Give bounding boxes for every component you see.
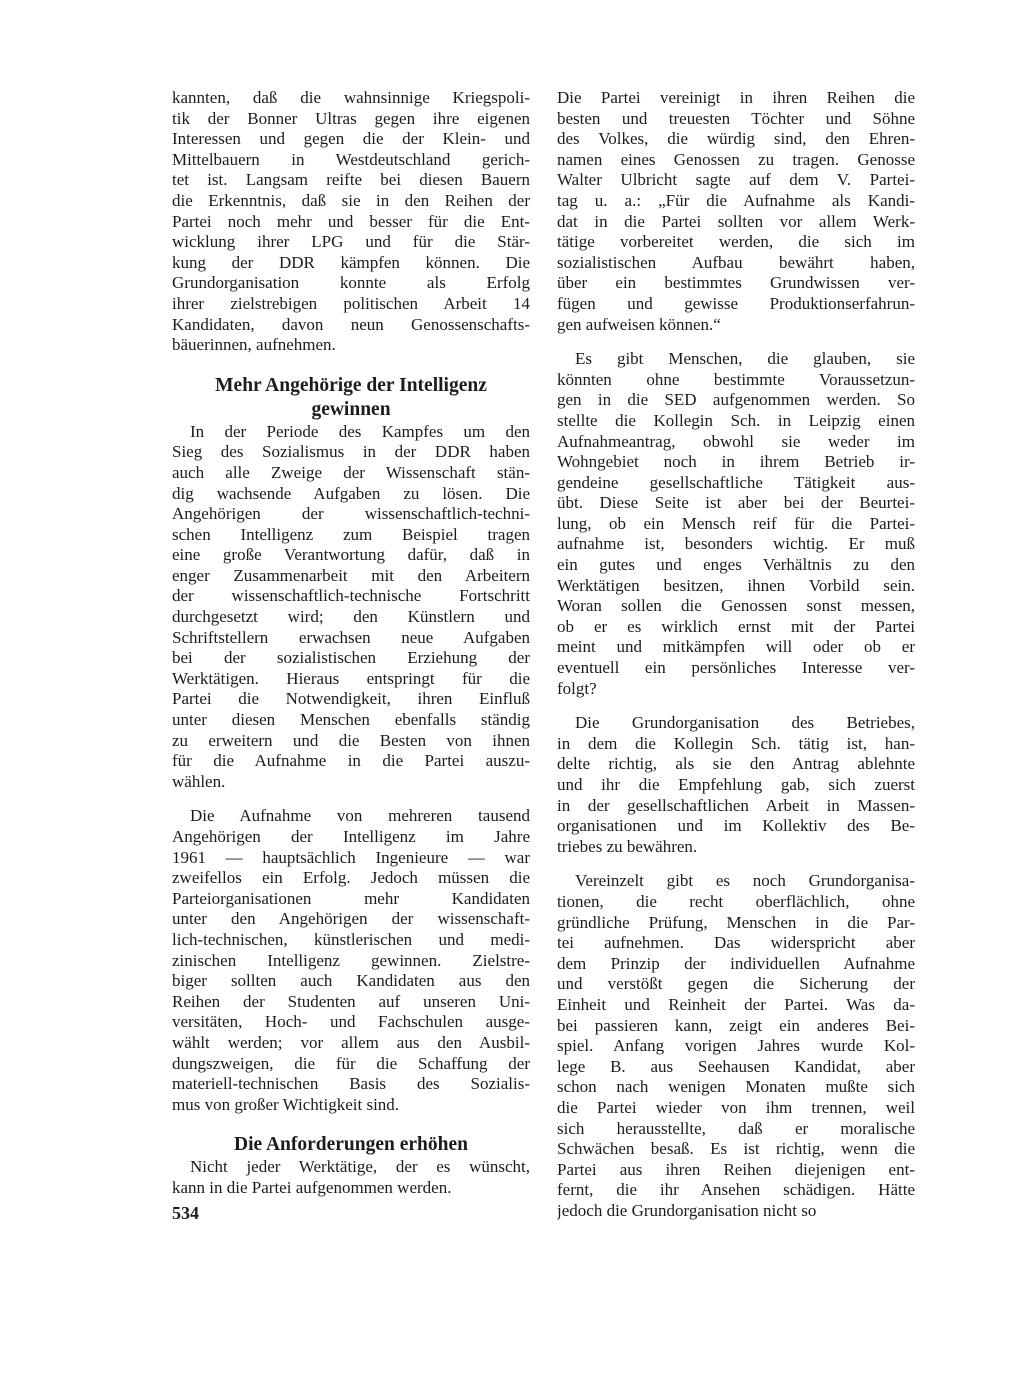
text-line: in dem die Kollegin Sch. tätig ist, han- xyxy=(557,733,915,753)
text-line: Partei aus ihren Reihen diejenigen ent- xyxy=(557,1159,915,1179)
text-line: mus von großer Wichtigkeit sind. xyxy=(172,1094,400,1114)
text-line: Schwächen besaß. Es ist richtig, wenn die xyxy=(557,1139,915,1159)
text-line: dem Prinzip der individuellen Aufnahme xyxy=(557,953,915,973)
text-line: materiell-technischen Basis des Sozialis- xyxy=(172,1074,530,1094)
paragraph xyxy=(172,1157,530,1198)
text-line: dat in die Partei sollten vor allem Werk- xyxy=(557,211,915,231)
section-heading xyxy=(172,374,530,422)
text-line: Wohngebiet noch in ihrem Betrieb ir- xyxy=(557,452,915,472)
text-line: könnten ohne bestimmte Voraussetzun- xyxy=(557,369,915,389)
paragraph xyxy=(172,88,530,356)
text-line: Mittelbauern in Westdeutschland gerich- xyxy=(172,149,530,169)
text-line: wählen. xyxy=(172,771,226,791)
text-line: tet ist. Langsam reifte bei diesen Bauern xyxy=(172,170,530,190)
text-line: zweifellos ein Erfolg. Jedoch müssen die xyxy=(172,868,530,888)
text-line: Angehörigen der Intelligenz im Jahre xyxy=(172,827,530,846)
text-line: jedoch die Grundorganisation nicht so xyxy=(557,1200,817,1220)
text-line: auch alle Zweige der Wissenschaft stän- xyxy=(172,462,530,482)
text-line: besten und treuesten Töchter und Söhne xyxy=(557,108,915,128)
text-line: Interessen und gegen die der Klein- und xyxy=(172,129,530,149)
text-line: und verstößt gegen die Sicherung der xyxy=(557,974,915,994)
text-line: tei aufnehmen. Das widerspricht aber xyxy=(557,933,915,953)
heading-line: Mehr Angehörige der Intelligenz xyxy=(215,374,487,396)
right-column xyxy=(557,88,915,1221)
text-line: kann in die Partei aufgenommen werden. xyxy=(172,1177,452,1197)
text-line: organisationen und im Kollektiv des Be- xyxy=(557,816,915,836)
text-line: ein gutes und enges Verhältnis zu den xyxy=(557,555,915,575)
spacer xyxy=(172,792,530,806)
text-line: triebes zu bewähren. xyxy=(557,836,698,856)
text-line: bei der sozialistischen Erziehung der xyxy=(172,648,530,668)
text-line: folgt? xyxy=(557,678,597,698)
text-line: schon nach wenigen Monaten mußte sich xyxy=(557,1077,915,1097)
paragraph xyxy=(172,806,530,1115)
text-line: des Volkes, die würdig sind, den Ehren- xyxy=(557,129,915,149)
text-line: unter diesen Menschen ebenfalls ständig xyxy=(172,710,530,730)
text-line: lege B. aus Seehausen Kandidat, aber xyxy=(557,1056,915,1076)
text-line: schen Intelligenz zum Beispiel tragen xyxy=(172,524,530,544)
text-line: eine große Verantwortung dafür, daß in xyxy=(172,545,530,565)
text-line: übt. Diese Seite ist aber bei der Beurtei- xyxy=(557,493,915,513)
page-number: 534 xyxy=(172,1203,199,1223)
text-line: Einheit und Reinheit der Partei. Was da- xyxy=(557,994,915,1014)
paragraph xyxy=(557,713,915,857)
spacer xyxy=(172,356,530,374)
text-line: gen in die SED aufgenommen werden. So xyxy=(557,390,915,410)
text-line: kannten, daß die wahnsinnige Kriegspoli- xyxy=(172,88,530,107)
text-line: bäuerinnen, aufnehmen. xyxy=(172,335,336,355)
text-line: gründliche Prüfung, Menschen in die Par- xyxy=(557,912,915,932)
text-line: dig wachsende Aufgaben zu lösen. Die xyxy=(172,483,530,503)
text-line: Vereinzelt gibt es noch Grundorganisa- xyxy=(575,871,915,891)
text-line: Reihen der Studenten auf unseren Uni- xyxy=(172,991,530,1011)
text-line: Woran sollen die Genossen sonst messen, xyxy=(557,596,915,616)
text-line: enger Zusammenarbeit mit den Arbeitern xyxy=(172,565,530,585)
text-line: Die Aufnahme von mehreren tausend xyxy=(190,806,530,826)
spacer xyxy=(557,335,915,349)
text-line: Partei noch mehr und besser für die Ent- xyxy=(172,211,530,231)
text-line: Walter Ulbricht sagte auf dem V. Partei- xyxy=(557,170,915,190)
heading-line: gewinnen xyxy=(311,398,391,420)
text-line: Partei die Notwendigkeit, ihren Einfluß xyxy=(172,689,530,709)
text-line: die Partei wieder von ihm trennen, weil xyxy=(557,1097,915,1117)
text-line: kung der DDR kämpfen können. Die xyxy=(172,252,530,272)
text-line: durchgesetzt wird; den Künstlern und xyxy=(172,607,530,627)
text-line: biger sollten auch Kandidaten aus den xyxy=(172,971,530,991)
text-line: Grundorganisation konnte als Erfolg xyxy=(172,273,530,293)
text-line: aufnahme ist, besonders wichtig. Er muß xyxy=(557,534,915,554)
text-line: wählt werden; vor allem aus den Ausbil- xyxy=(172,1032,530,1052)
text-line: in der gesellschaftlichen Arbeit in Massen- xyxy=(557,795,915,815)
text-line: zinischen Intelligenz gewinnen. Zielstre- xyxy=(172,950,530,970)
text-line: lung, ob ein Mensch reif für die Partei- xyxy=(557,513,915,533)
text-line: tätige vorbereitet werden, die sich im xyxy=(557,232,915,252)
text-line: stellte die Kollegin Sch. in Leipzig einen xyxy=(557,410,915,430)
text-line: Es gibt Menschen, die glauben, sie xyxy=(575,349,915,369)
text-line: gendeine gesellschaftliche Tätigkeit aus- xyxy=(557,472,915,492)
text-line: Die Partei vereinigt in ihren Reihen die xyxy=(557,88,915,107)
paragraph xyxy=(557,349,915,699)
text-line: bei passieren kann, zeigt ein anderes Bei- xyxy=(557,1015,915,1035)
left-column xyxy=(172,88,530,1199)
text-line: eventuell ein persönliches Interesse ver- xyxy=(557,658,915,678)
text-line: für die Aufnahme in die Partei auszu- xyxy=(172,751,530,771)
text-line: tag u. a.: „Für die Aufnahme als Kandi- xyxy=(557,190,915,210)
text-line: Die Grundorganisation des Betriebes, xyxy=(575,713,915,733)
text-line: ihrer zielstrebigen politischen Arbeit 14 xyxy=(172,293,530,313)
text-line: der wissenschaftlich-technische Fortschritt xyxy=(172,586,530,606)
text-line: lich-technischen, künstlerischen und medi- xyxy=(172,929,530,949)
paragraph xyxy=(172,422,530,793)
text-line: unter den Angehörigen der wissenschaft- xyxy=(172,909,530,929)
text-line: die Erkenntnis, daß sie in den Reihen der xyxy=(172,190,530,210)
spacer xyxy=(172,1115,530,1133)
text-line: dungszweigen, die für die Schaffung der xyxy=(172,1053,530,1073)
heading-line: Die Anforderungen erhöhen xyxy=(234,1134,468,1156)
section-heading xyxy=(172,1133,530,1157)
paragraph xyxy=(557,871,915,1221)
text-line: sozialistischen Aufbau bewährt haben, xyxy=(557,252,915,272)
text-line: Angehörigen der wissenschaftlich-techni- xyxy=(172,504,530,524)
text-line: meint und mitkämpfen will oder ob er xyxy=(557,637,915,657)
text-line: Werktätigen besitzen, ihnen Vorbild sein. xyxy=(557,575,915,595)
text-line: In der Periode des Kampfes um den xyxy=(190,421,530,441)
text-line: Nicht jeder Werktätige, der es wünscht, xyxy=(190,1157,530,1177)
spacer xyxy=(557,699,915,713)
text-line: Werktätigen. Hieraus entspringt für die xyxy=(172,668,530,688)
text-line: tik der Bonner Ultras gegen ihre eigenen xyxy=(172,108,530,128)
text-line: tionen, die recht oberflächlich, ohne xyxy=(557,891,915,911)
text-line: spiel. Anfang vorigen Jahres wurde Kol- xyxy=(557,1036,915,1056)
text-line: Aufnahmeantrag, obwohl sie weder im xyxy=(557,431,915,451)
text-line: über ein bestimmtes Grundwissen ver- xyxy=(557,273,915,293)
text-line: fügen und gewisse Produktionserfahrun- xyxy=(557,293,915,313)
text-line: namen eines Genossen zu tragen. Genosse xyxy=(557,149,915,169)
text-line: sich herausstellte, daß er moralische xyxy=(557,1118,915,1138)
text-line: ob er es wirklich ernst mit der Partei xyxy=(557,616,915,636)
text-line: versitäten, Hoch- und Fachschulen ausge- xyxy=(172,1012,530,1032)
spacer xyxy=(557,857,915,871)
text-line: 1961 — hauptsächlich Ingenieure — war xyxy=(172,847,530,867)
paragraph xyxy=(557,88,915,335)
text-line: Sieg des Sozialismus in der DDR haben xyxy=(172,442,530,462)
text-line: delte richtig, als sie den Antrag ablehnte xyxy=(557,754,915,774)
text-line: zu erweitern und die Besten von ihnen xyxy=(172,730,530,750)
text-line: wicklung ihrer LPG und für die Stär- xyxy=(172,232,530,252)
text-line: Schriftstellern erwachsen neue Aufgaben xyxy=(172,627,530,647)
text-line: und ihr die Empfehlung gab, sich zuerst xyxy=(557,775,915,794)
text-line: Parteiorganisationen mehr Kandidaten xyxy=(172,888,530,908)
text-line: gen aufweisen können.“ xyxy=(557,314,721,334)
text-line: Kandidaten, davon neun Genossenschafts- xyxy=(172,314,530,334)
text-line: fernt, die ihr Ansehen schädigen. Hätte xyxy=(557,1180,915,1200)
